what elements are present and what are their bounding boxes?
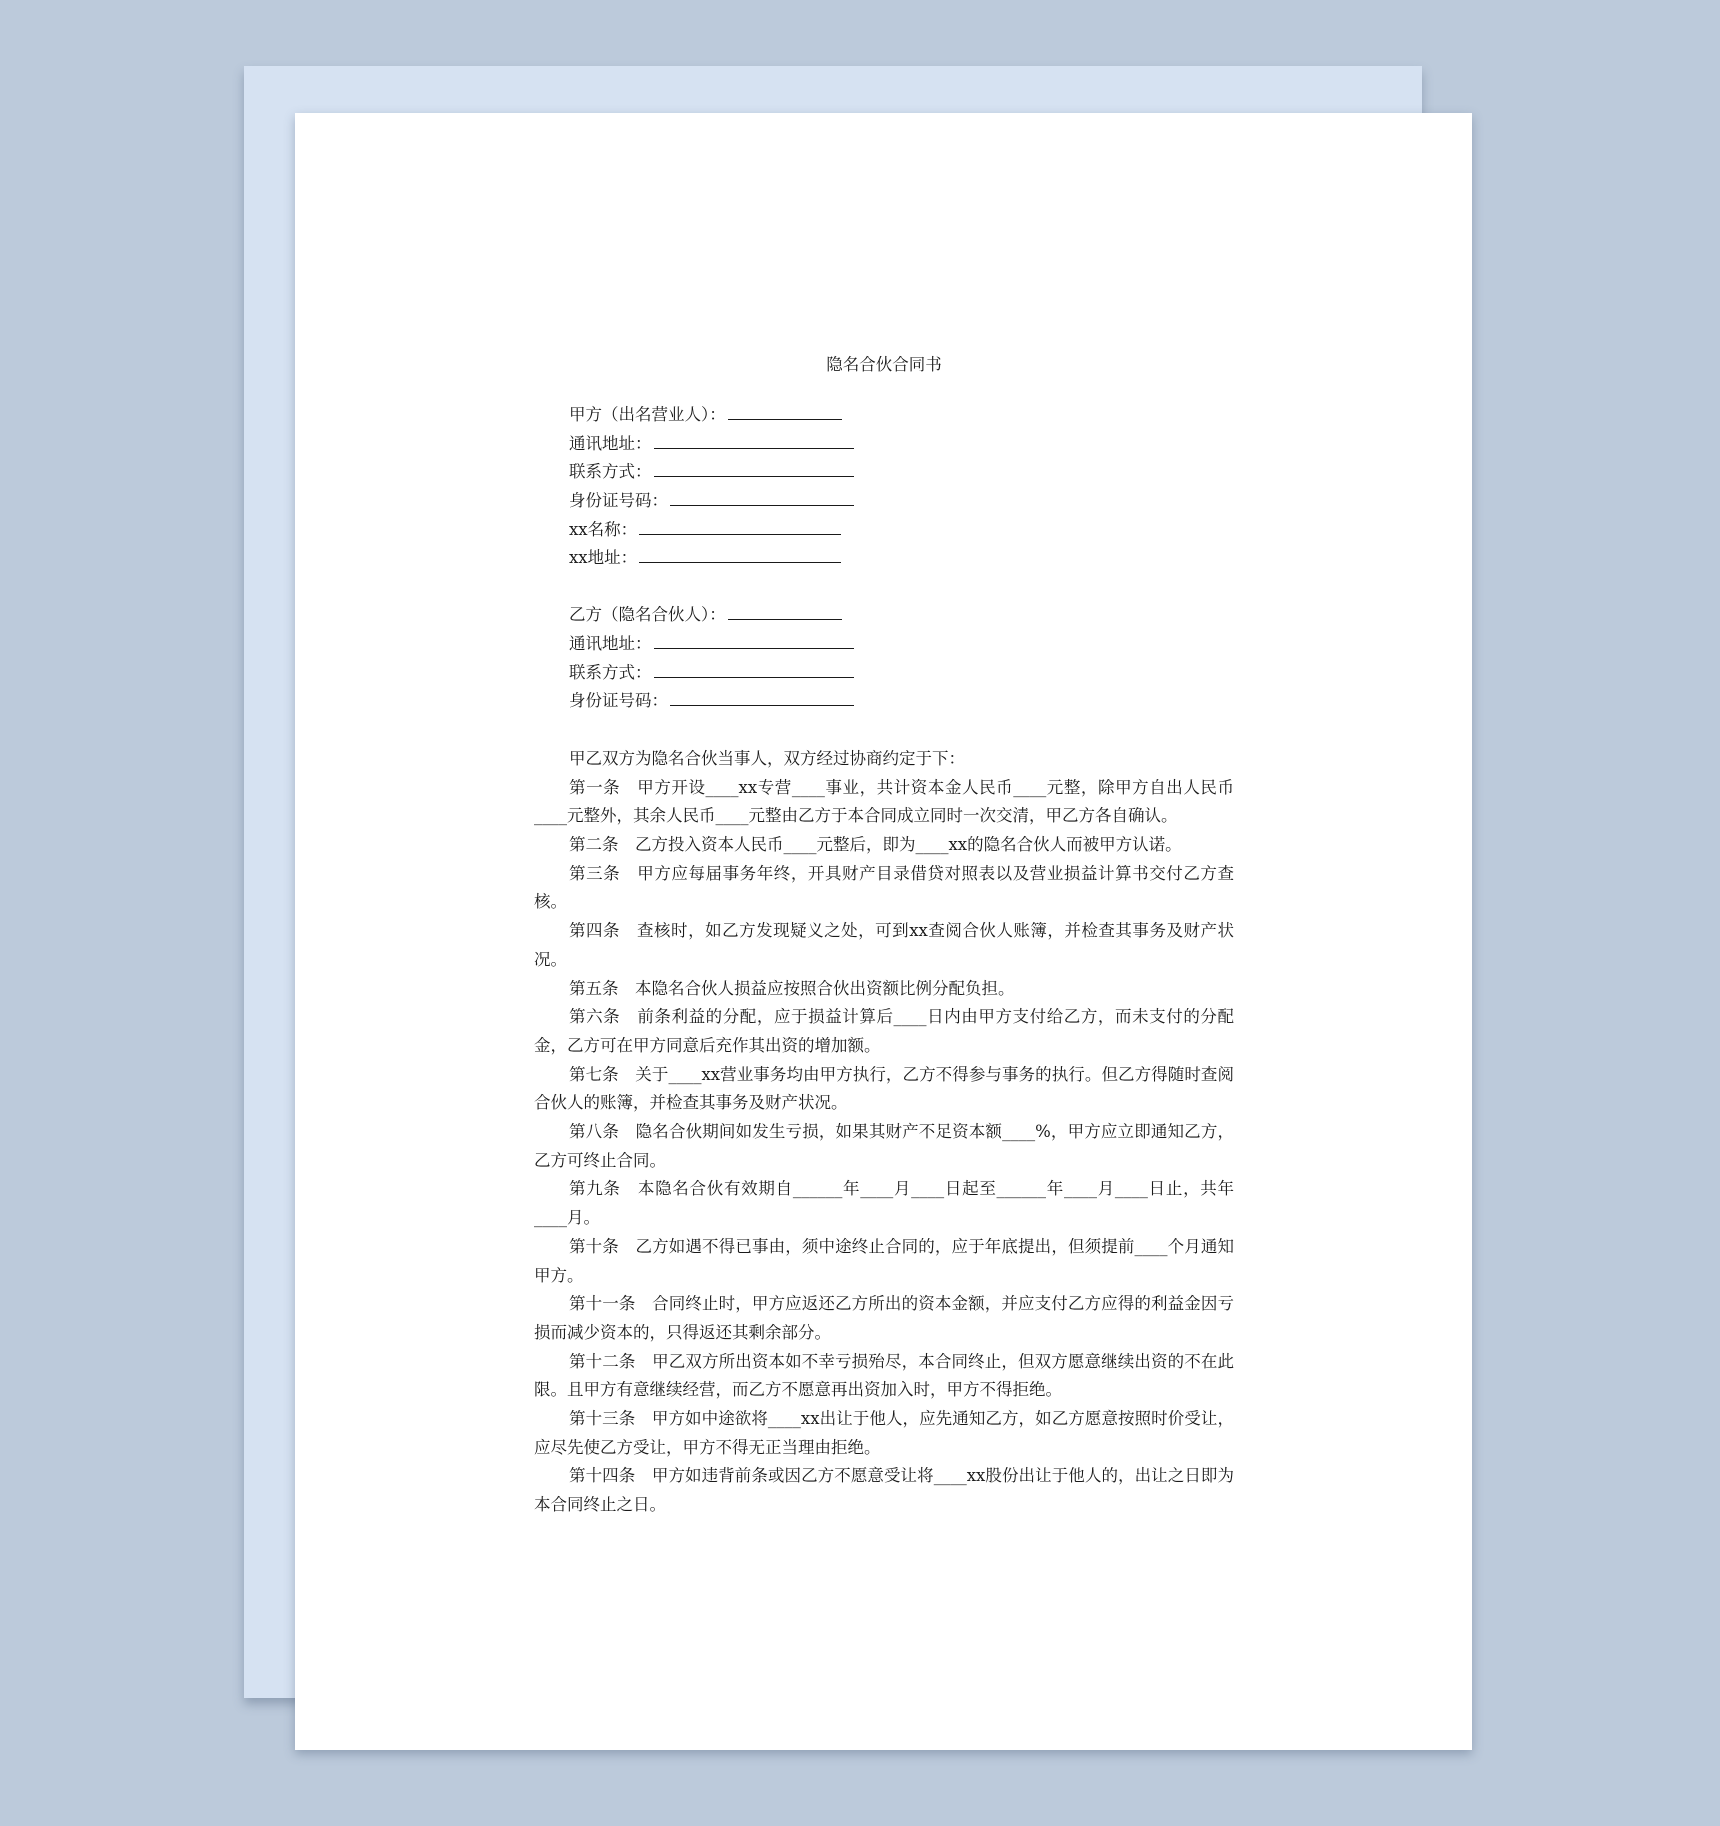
field-label: xx地址： (569, 548, 638, 568)
field-label: 甲方（出名营业人）： (569, 405, 726, 424)
fill-blank-line (639, 533, 841, 535)
party-a-address-field (534, 430, 1234, 459)
article-14: 第十四条 甲方如违背前条或因乙方不愿意受让将____xx股份出让于他人的，出让之日即为本合同终止之日。 (534, 1466, 1234, 1515)
party-b-id-field (534, 687, 1234, 716)
fill-blank-line (670, 504, 854, 506)
field-label: 身份证号码： (569, 691, 668, 711)
field-label: 通讯地址： (569, 633, 652, 653)
article-8: 第八条 隐名合伙期间如发生亏损，如果其财产不足资本额____%，甲方应立即通知乙方，乙方可终止合同。 (534, 1122, 1234, 1170)
spacer (534, 716, 1234, 745)
fill-blank-line (670, 704, 854, 706)
party-a-company-name-field (534, 516, 1234, 545)
field-label: 联系方式： (569, 462, 652, 482)
document-body (534, 351, 1234, 1520)
article-10: 第十条 乙方如遇不得已事由，须中途终止合同的，应于年底提出，但须提前____个月通知甲方。 (534, 1236, 1234, 1285)
article-3: 第三条 甲方应每届事务年终，开具财产目录借贷对照表以及营业损益计算书交付乙方查核。 (534, 863, 1234, 912)
party-a-section (534, 401, 1234, 573)
party-b-name-field (534, 601, 1234, 630)
field-label: 联系方式： (569, 662, 652, 682)
fill-blank-line (654, 676, 854, 678)
article-4: 第四条 查核时，如乙方发现疑义之处，可到xx查阅合伙人账簿，并检查其事务及财产状况。 (534, 921, 1234, 969)
article-1: 第一条 甲方开设____xx专营____事业，共计资本金人民币____元整，除甲方自出人民币____元整外，其余人民币____元整由乙方于本合同成立同时一次交清，甲乙方各自确认。 (534, 777, 1234, 826)
field-label: 通讯地址： (569, 433, 652, 453)
intro-paragraph: 甲乙双方为隐名合伙当事人，双方经过协商约定于下： (569, 748, 965, 768)
party-a-company-address-field (534, 544, 1234, 573)
fill-blank-line (728, 618, 842, 620)
field-label: 身份证号码： (569, 491, 668, 511)
article-13: 第十三条 甲方如中途欲将____xx出让于他人，应先通知乙方，如乙方愿意按照时价受让，应尽先使乙方受让，甲方不得无正当理由拒绝。 (534, 1409, 1234, 1457)
article-5: 第五条 本隐名合伙人损益应按照合伙出资额比例分配负担。 (569, 978, 1015, 998)
article-7: 第七条 关于____xx营业事务均由甲方执行，乙方不得参与事务的执行。但乙方得随时查阅合伙人的账簿，并检查其事务及财产状况。 (534, 1064, 1234, 1113)
party-a-id-field (534, 487, 1234, 516)
fill-blank-line (654, 475, 854, 477)
article-2: 第二条 乙方投入资本人民币____元整后，即为____xx的隐名合伙人而被甲方认诺。 (569, 834, 1182, 854)
article-12: 第十二条 甲乙双方所出资本如不幸亏损殆尽，本合同终止，但双方愿意继续出资的不在此限。且甲方有意继续经营，而乙方不愿意再出资加入时，甲方不得拒绝。 (534, 1351, 1234, 1400)
party-b-section (534, 601, 1234, 716)
party-a-contact-field (534, 458, 1234, 487)
spacer (534, 573, 1234, 601)
article-9: 第九条 本隐名合伙有效期自______年____月____日起至______年____月____日止，共年____月。 (534, 1179, 1234, 1228)
field-label: 乙方（隐名合伙人）： (569, 605, 726, 625)
document-title: 隐名合伙合同书 (826, 355, 942, 374)
fill-blank-line (639, 561, 841, 563)
fill-blank-line (728, 418, 842, 420)
article-6: 第六条 前条利益的分配，应于损益计算后____日内由甲方支付给乙方，而未支付的分配金，乙方可在甲方同意后充作其出资的增加额。 (534, 1007, 1234, 1055)
party-b-contact-field (534, 659, 1234, 688)
fill-blank-line (654, 647, 854, 649)
field-label: xx名称： (569, 519, 638, 539)
fill-blank-line (654, 447, 854, 449)
party-b-address-field (534, 630, 1234, 659)
article-11: 第十一条 合同终止时，甲方应返还乙方所出的资本金额，并应支付乙方应得的利益金因亏损而减少资本的，只得返还其剩余部分。 (534, 1294, 1234, 1342)
party-a-name-field (534, 401, 1234, 430)
document-page (295, 113, 1472, 1750)
